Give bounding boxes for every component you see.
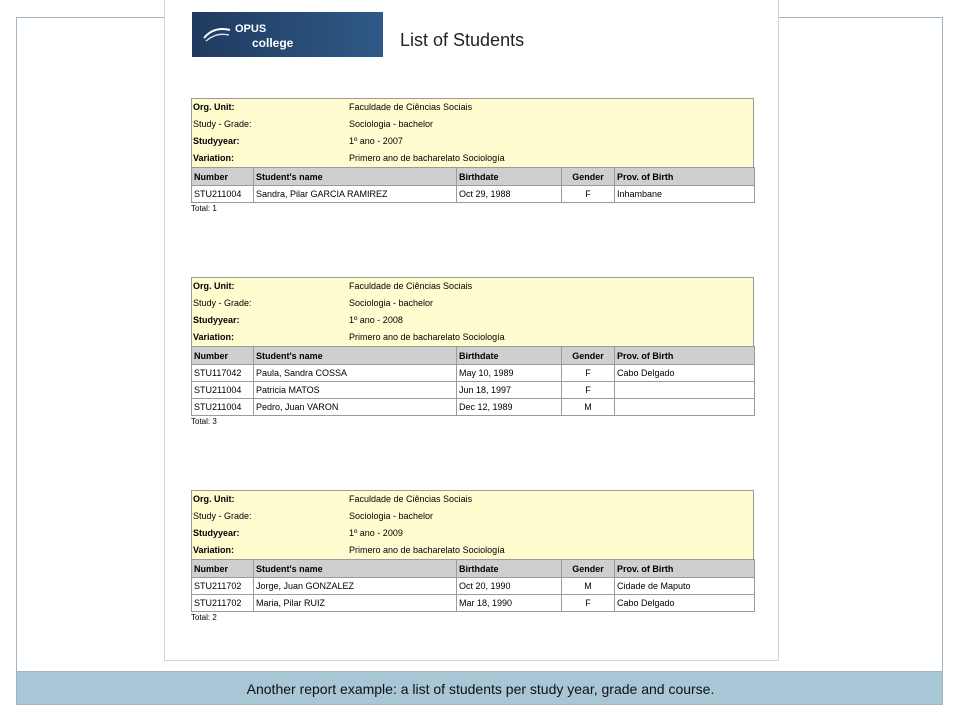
- col-header-birthdate: Birthdate: [457, 347, 562, 365]
- cell-number: STU211702: [192, 595, 254, 612]
- study-grade-value: Sociologia - bachelor: [349, 119, 434, 129]
- table-header-row: [192, 347, 755, 365]
- cell-name: Patricia MATOS: [254, 382, 457, 399]
- col-header-prov-birth: Prov. of Birth: [615, 168, 755, 186]
- group-total: Total: 3: [191, 417, 217, 426]
- org-unit-value: Faculdade de Ciências Sociais: [349, 281, 473, 291]
- cell-number: STU117042: [192, 365, 254, 382]
- students-table: [191, 167, 755, 203]
- cell-gender: M: [562, 578, 615, 595]
- students-table: [191, 346, 755, 416]
- cell-prov-birth: [615, 382, 755, 399]
- studyyear-label: Studyyear:: [193, 136, 240, 146]
- table-header-row: [192, 168, 755, 186]
- org-unit-label: Org. Unit:: [193, 494, 235, 504]
- org-unit-value: Faculdade de Ciências Sociais: [349, 494, 473, 504]
- caption-bar: [16, 671, 943, 705]
- slide-caption: Another report example: a list of students per study year, grade and course.: [246, 681, 715, 697]
- cell-prov-birth: Inhambane: [615, 186, 755, 203]
- cell-prov-birth: Cidade de Maputo: [615, 578, 755, 595]
- cell-name: Paula, Sandra COSSA: [254, 365, 457, 382]
- table-row: [192, 382, 755, 399]
- col-header-number: Number: [192, 560, 254, 578]
- study-grade-label: Study - Grade:: [193, 298, 252, 308]
- cell-name: Pedro, Juan VARON: [254, 399, 457, 416]
- variation-value: Primero ano de bacharelato Sociología: [349, 153, 505, 163]
- study-grade-value: Sociologia - bachelor: [349, 511, 434, 521]
- student-group: [191, 490, 754, 622]
- col-header-birthdate: Birthdate: [457, 168, 562, 186]
- group-info: [191, 98, 754, 167]
- col-header-number: Number: [192, 168, 254, 186]
- cell-gender: F: [562, 365, 615, 382]
- group-info: [191, 277, 754, 346]
- variation-label: Variation:: [193, 153, 235, 163]
- study-grade-label: Study - Grade:: [193, 511, 252, 521]
- variation-value: Primero ano de bacharelato Sociología: [349, 545, 505, 555]
- student-group: [191, 98, 754, 213]
- col-header-name: Student's name: [254, 347, 457, 365]
- table-row: [192, 399, 755, 416]
- table-row: [192, 578, 755, 595]
- org-unit-value: Faculdade de Ciências Sociais: [349, 102, 473, 112]
- cell-number: STU211702: [192, 578, 254, 595]
- logo-swirl-icon: [202, 24, 232, 44]
- col-header-birthdate: Birthdate: [457, 560, 562, 578]
- cell-name: Jorge, Juan GONZALEZ: [254, 578, 457, 595]
- studyyear-label: Studyyear:: [193, 315, 240, 325]
- opus-college-logo: [192, 12, 383, 57]
- cell-number: STU211004: [192, 382, 254, 399]
- cell-birthdate: Oct 29, 1988: [457, 186, 562, 203]
- cell-birthdate: May 10, 1989: [457, 365, 562, 382]
- variation-value: Primero ano de bacharelato Sociología: [349, 332, 505, 342]
- cell-gender: F: [562, 382, 615, 399]
- group-total: Total: 1: [191, 204, 217, 213]
- cell-prov-birth: Cabo Delgado: [615, 595, 755, 612]
- cell-number: STU211004: [192, 186, 254, 203]
- report-title: List of Students: [400, 30, 525, 50]
- cell-gender: F: [562, 595, 615, 612]
- org-unit-label: Org. Unit:: [193, 281, 235, 291]
- cell-birthdate: Dec 12, 1989: [457, 399, 562, 416]
- group-total: Total: 2: [191, 613, 217, 622]
- table-row: [192, 365, 755, 382]
- col-header-name: Student's name: [254, 168, 457, 186]
- study-grade-value: Sociologia - bachelor: [349, 298, 434, 308]
- org-unit-label: Org. Unit:: [193, 102, 235, 112]
- cell-prov-birth: Cabo Delgado: [615, 365, 755, 382]
- cell-birthdate: Oct 20, 1990: [457, 578, 562, 595]
- col-header-name: Student's name: [254, 560, 457, 578]
- table-row: [192, 186, 755, 203]
- students-table: [191, 559, 755, 612]
- group-info: [191, 490, 754, 559]
- col-header-gender: Gender: [562, 168, 615, 186]
- student-group: [191, 277, 754, 426]
- cell-gender: F: [562, 186, 615, 203]
- cell-name: Maria, Pilar RUIZ: [254, 595, 457, 612]
- cell-prov-birth: [615, 399, 755, 416]
- variation-label: Variation:: [193, 332, 235, 342]
- studyyear-value: 1º ano - 2009: [349, 528, 403, 538]
- table-header-row: [192, 560, 755, 578]
- col-header-gender: Gender: [562, 560, 615, 578]
- col-header-number: Number: [192, 347, 254, 365]
- cell-name: Sandra, Pilar GARCIA RAMIREZ: [254, 186, 457, 203]
- cell-birthdate: Mar 18, 1990: [457, 595, 562, 612]
- logo-text-opus: OPUS: [235, 23, 267, 35]
- logo-text-college: college: [252, 36, 294, 50]
- cell-birthdate: Jun 18, 1997: [457, 382, 562, 399]
- col-header-prov-birth: Prov. of Birth: [615, 347, 755, 365]
- table-row: [192, 595, 755, 612]
- study-grade-label: Study - Grade:: [193, 119, 252, 129]
- studyyear-value: 1º ano - 2008: [349, 315, 403, 325]
- cell-number: STU211004: [192, 399, 254, 416]
- col-header-gender: Gender: [562, 347, 615, 365]
- studyyear-label: Studyyear:: [193, 528, 240, 538]
- variation-label: Variation:: [193, 545, 235, 555]
- cell-gender: M: [562, 399, 615, 416]
- col-header-prov-birth: Prov. of Birth: [615, 560, 755, 578]
- studyyear-value: 1º ano - 2007: [349, 136, 403, 146]
